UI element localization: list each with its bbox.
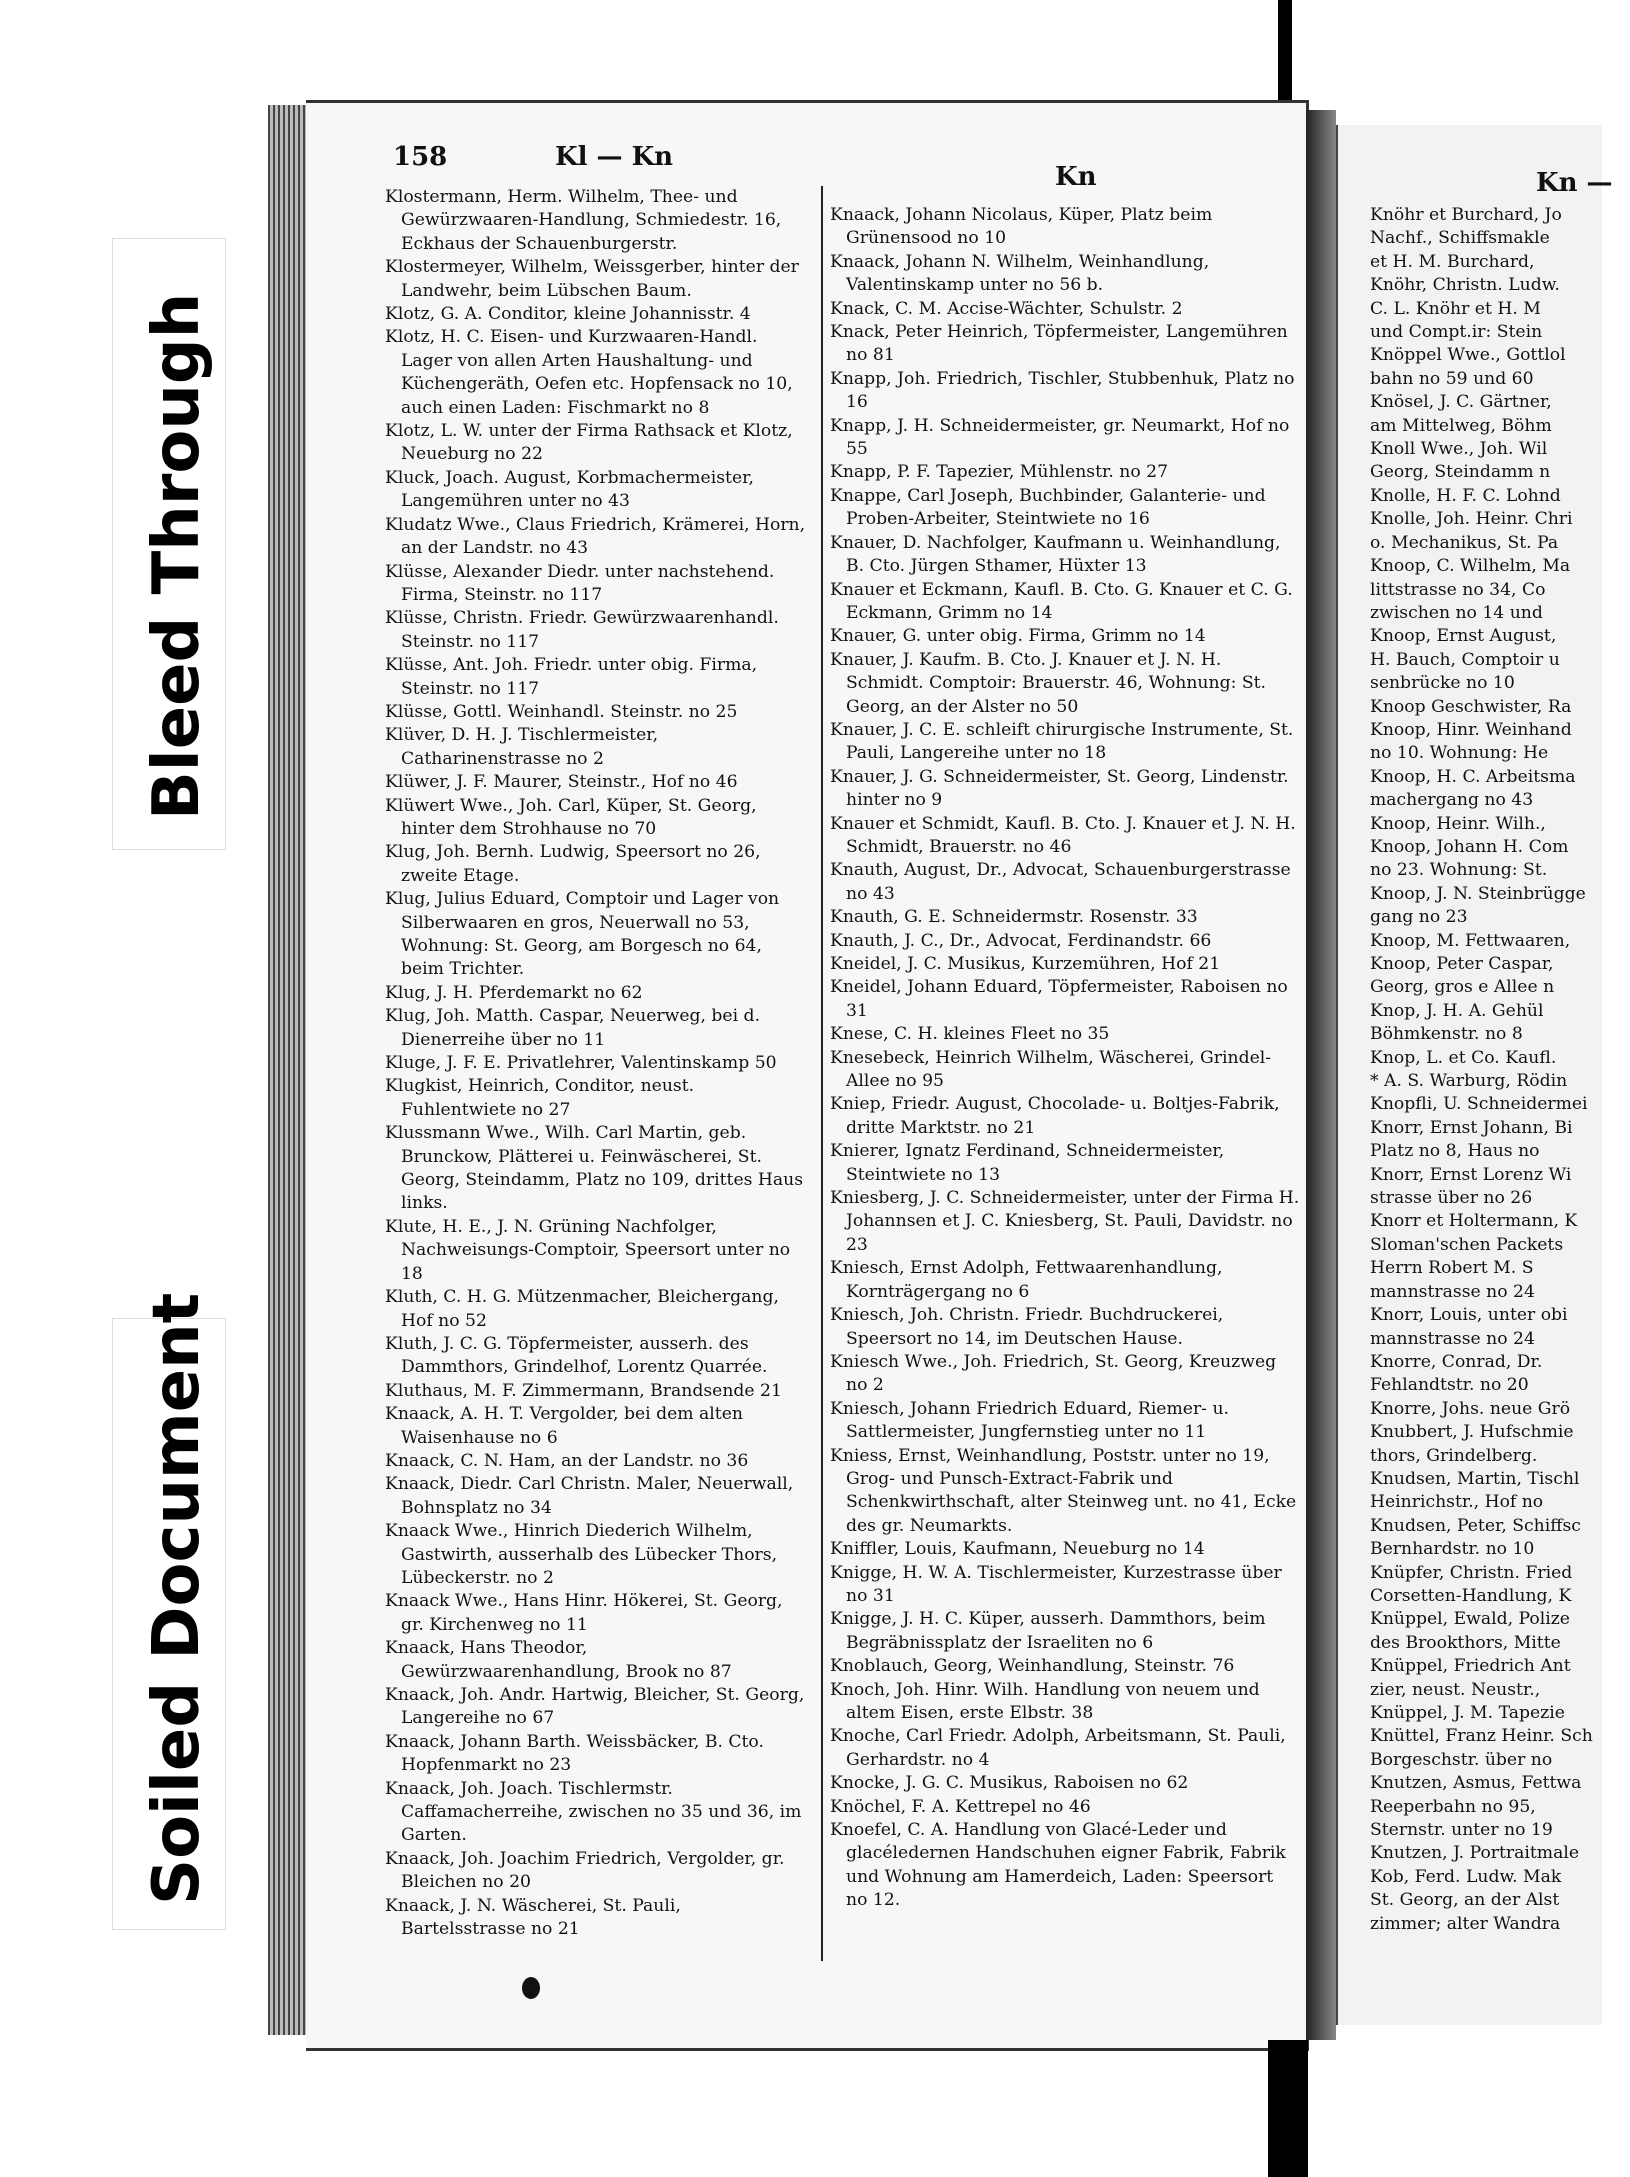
directory-entry: C. L. Knöhr et H. M [1370,298,1541,319]
directory-entry: Kludatz Wwe., Claus Friedrich, Krämerei, Horn, an der Landstr. no 43 [385,514,806,559]
directory-entry: Knigge, J. H. C. Küper, ausserh. Dammthors, beim Begräbnissplatz der Israeliten no 6 [830,1609,1266,1653]
directory-entry: Böhmkenstr. no 8 [1370,1024,1523,1045]
directory-entry: Knoche, Carl Friedr. Adolph, Arbeitsmann, St. Pauli, Gerhardstr. no 4 [830,1726,1286,1770]
directory-entry: mannstrasse no 24 [1370,1281,1535,1302]
directory-entry: Kniess, Ernst, Weinhandlung, Poststr. unter no 19, Grog- und Punsch-Extract-Fabrik und Schenkwirthschaft, alter Steinweg unt. no 41, Ecke des gr. Neumarkts. [830,1445,1297,1536]
directory-entry: Knöppel Wwe., Gottlol [1370,345,1566,366]
directory-entry: Knoop, M. Fettwaaren, [1370,930,1571,951]
directory-entry: Klute, H. E., J. N. Grüning Nachfolger, Nachweisungs-Comptoir, Speersort unter no 18 [385,1216,791,1284]
directory-entry: Knauer, J. C. E. schleift chirurgische Instrumente, St. Pauli, Langereihe unter no 18 [830,719,1294,764]
page-number: 158 [393,142,448,172]
directory-entry: Knigge, H. W. A. Tischlermeister, Kurzestrasse über no 31 [830,1562,1282,1606]
directory-entry: Kluck, Joach. August, Korbmachermeister, Langemühren unter no 43 [385,467,754,512]
directory-entry: strasse über no 26 [1370,1188,1533,1209]
directory-entry: Knoop, Johann H. Com [1370,836,1569,857]
directory-entry: littstrasse no 34, Co [1370,579,1546,600]
directory-entry: Klüsse, Gottl. Weinhandl. Steinstr. no 25 [385,701,738,722]
directory-entry: Knoop, Hinr. Weinhand [1370,719,1572,740]
directory-entry: Herrn Robert M. S [1370,1258,1534,1279]
directory-entry: bahn no 59 und 60 [1370,368,1534,389]
directory-entry: Klug, Joh. Matth. Caspar, Neuerweg, bei d. Dienerreihe über no 11 [385,1006,761,1050]
directory-entry: Klotz, G. A. Conditor, kleine Johannisstr. 4 [385,304,751,325]
directory-entry: Knöchel, F. A. Kettrepel no 46 [830,1796,1091,1817]
directory-entry: Knorr et Holtermann, K [1370,1211,1578,1232]
directory-entry: Knop, L. et Co. Kaufl. [1370,1047,1557,1068]
directory-entry: gang no 23 [1370,907,1468,928]
directory-entry: Georg, gros e Allee n [1370,977,1555,998]
directory-entry: senbrücke no 10 [1370,673,1515,694]
directory-entry: Georg, Steindamm n [1370,462,1551,483]
directory-entry: o. Mechanikus, St. Pa [1370,532,1559,553]
directory-entry: zier, neust. Neustr., [1370,1679,1541,1700]
right-column [1370,204,1630,1936]
directory-entry: Klüsse, Christn. Friedr. Gewürzwaarenhandl. Steinstr. no 117 [385,608,779,652]
directory-entry: Platz no 8, Haus no [1370,1141,1540,1162]
directory-entry: Kniep, Friedr. August, Chocolade- u. Boltjes-Fabrik, dritte Marktstr. no 21 [830,1094,1280,1138]
directory-entry: Knolle, H. F. C. Lohnd [1370,485,1561,506]
directory-entry: Klüsse, Alexander Diedr. unter nachstehend. Firma, Steinstr. no 117 [385,561,775,605]
directory-entry: Kniesch, Ernst Adolph, Fettwaarenhandlung, Kornträgergang no 6 [830,1258,1223,1302]
directory-entry: Kob, Ferd. Ludw. Mak [1370,1866,1562,1887]
soiled-document-label: Soiled Document [140,1292,214,1905]
directory-entry: Knudsen, Peter, Schiffsc [1370,1515,1581,1536]
directory-entry: Knubbert, J. Hufschmie [1370,1422,1574,1443]
directory-entry: und Compt.ir: Stein [1370,322,1543,343]
directory-entry: Knauer, G. unter obig. Firma, Grimm no 14 [830,626,1206,647]
directory-entry: Knaack, Joh. Andr. Hartwig, Bleicher, St. Georg, Langereihe no 67 [385,1685,805,1729]
directory-entry: Knoop, Ernst August, [1370,626,1557,647]
directory-entry: Kneidel, Johann Eduard, Töpfermeister, Raboisen no 31 [830,977,1288,1021]
directory-entry: St. Georg, an der Alst [1370,1890,1560,1911]
bleed-through-label: Bleed Through [140,292,214,820]
directory-entry: des Brookthors, Mitte [1370,1632,1561,1653]
directory-entry: Knutzen, J. Portraitmale [1370,1843,1580,1864]
directory-entry: Klussmann Wwe., Wilh. Carl Martin, geb. Brunckow, Plätterei u. Feinwäscherei, St. Georg, Steindamm, Platz no 109, drittes Haus links. [385,1123,804,1214]
directory-entry: Nachf., Schiffsmakle [1370,228,1550,249]
directory-entry: Knaack, A. H. T. Vergolder, bei dem alten Waisenhause no 6 [385,1404,743,1448]
directory-entry: Klüsse, Ant. Joh. Friedr. unter obig. Firma, Steinstr. no 117 [385,655,758,699]
directory-entry: Kniesch, Johann Friedrich Eduard, Riemer- u. Sattlermeister, Jungfernstieg unter no 11 [830,1398,1229,1443]
directory-entry: Sloman'schen Packets [1370,1234,1564,1255]
book-gutter [1306,110,1336,2040]
directory-entry: Kneidel, J. C. Musikus, Kurzemühren, Hof 21 [830,954,1221,974]
directory-entry: Klug, Joh. Bernh. Ludwig, Speersort no 26, zweite Etage. [385,842,761,886]
ink-blot [522,1977,540,1999]
mid-running-head: Kn [1055,162,1097,192]
scan-edge-bottom [1268,2040,1308,2177]
directory-entry: Knaack Wwe., Hinrich Diederich Wilhelm, Gastwirth, ausserhalb des Lübecker Thors, Lübeckerstr. no 2 [385,1521,778,1588]
directory-entry: Reeperbahn no 95, [1370,1796,1536,1817]
directory-entry: Knorr, Ernst Lorenz Wi [1370,1164,1572,1185]
directory-entry: Knack, C. M. Accise-Wächter, Schulstr. 2 [830,298,1183,319]
directory-entry: Knierer, Ignatz Ferdinand, Schneidermeister, Steintwiete no 13 [830,1141,1225,1185]
directory-entry: Knauer et Schmidt, Kaufl. B. Cto. J. Knauer et J. N. H. Schmidt, Brauerstr. no 46 [830,813,1296,857]
directory-entry: Knaack, Diedr. Carl Christn. Maler, Neuerwall, Bohnsplatz no 34 [385,1474,794,1518]
directory-entry: Klostermann, Herm. Wilhelm, Thee- und Gewürzwaaren-Handlung, Schmiedestr. 16, Eckhaus der Schauenburgerstr. [385,187,782,254]
directory-entry: Heinrichstr., Hof no [1370,1492,1544,1513]
directory-entry: Klostermeyer, Wilhelm, Weissgerber, hinter der Landwehr, beim Lübschen Baum. [385,257,799,301]
directory-entry: Knapp, Joh. Friedrich, Tischler, Stubbenhuk, Platz no 16 [830,368,1295,413]
directory-entry: Knaack, Hans Theodor, Gewürzwaarenhandlung, Brook no 87 [385,1638,732,1682]
directory-entry: Klüwer, J. F. Maurer, Steinstr., Hof no 46 [385,772,738,793]
directory-entry: no 23. Wohnung: St. [1370,860,1548,881]
directory-entry: Knüppel, Ewald, Polize [1370,1609,1570,1630]
directory-entry: Klüver, D. H. J. Tischlermeister, Catharinenstrasse no 2 [385,725,659,769]
directory-entry: Knaack Wwe., Hans Hinr. Hökerei, St. Georg, gr. Kirchenweg no 11 [385,1591,783,1635]
directory-entry: Knoop, Heinr. Wilh., [1370,813,1546,834]
directory-entry: Klüwert Wwe., Joh. Carl, Küper, St. Georg, hinter dem Strohhause no 70 [385,795,757,839]
middle-column [830,204,1300,1913]
directory-entry: H. Bauch, Comptoir u [1370,649,1560,670]
directory-entry: Borgeschstr. über no [1370,1749,1553,1770]
directory-entry: Kniesberg, J. C. Schneidermeister, unter der Firma H. Johannsen et J. C. Kniesberg, St. Pauli, Davidstr. no 23 [830,1188,1300,1255]
directory-entry: Klotz, L. W. unter der Firma Rathsack et Klotz, Neueburg no 22 [385,421,793,465]
directory-entry: Knoll Wwe., Joh. Wil [1370,439,1548,460]
directory-entry: Sternstr. unter no 19 [1370,1820,1553,1841]
directory-entry: Knaack, Johann Nicolaus, Küper, Platz beim Grünensood no 10 [830,205,1213,249]
directory-entry: Kluth, C. H. G. Mützenmacher, Bleichergang, Hof no 52 [385,1287,779,1331]
directory-entry: Kniesch Wwe., Joh. Friedrich, St. Georg, Kreuzweg no 2 [830,1351,1277,1396]
directory-entry: Kniesch, Joh. Christn. Friedr. Buchdruckerei, Speersort no 14, im Deutschen Hause. [830,1305,1224,1349]
scan-edge-top [1278,0,1292,110]
directory-entry: Knoefel, C. A. Handlung von Glacé-Leder und glacéledernen Handschuhen eigner Fabrik, Fabrik und Wohnung am Hamerdeich, Laden: Speersort no 12. [830,1820,1286,1911]
directory-entry: Knüppel, Friedrich Ant [1370,1656,1571,1677]
directory-entry: Knack, Peter Heinrich, Töpfermeister, Langemühren no 81 [830,322,1288,366]
directory-entry: Knoop, H. C. Arbeitsma [1370,766,1576,787]
directory-entry: Knauth, August, Dr., Advocat, Schauenburgerstrasse no 43 [830,860,1291,904]
directory-entry: Knoop, Peter Caspar, [1370,954,1554,974]
directory-entry: Knocke, J. G. C. Musikus, Raboisen no 62 [830,1773,1189,1794]
left-running-head: Kl — Kn [555,142,674,172]
right-running-head: Kn — [1536,168,1613,198]
directory-entry: Knaack, Joh. Joachim Friedrich, Vergolder, gr. Bleichen no 20 [385,1848,785,1893]
directory-entry: Kluthaus, M. F. Zimmermann, Brandsende 21 [385,1380,782,1401]
directory-entry: Knaack, C. N. Ham, an der Landstr. no 36 [385,1450,749,1471]
directory-entry: Knauer, D. Nachfolger, Kaufmann u. Weinhandlung, B. Cto. Jürgen Sthamer, Hüxter 13 [830,532,1281,577]
directory-entry: Knoop Geschwister, Ra [1370,696,1572,717]
directory-entry: Knauth, J. C., Dr., Advocat, Ferdinandstr. 66 [830,930,1212,951]
directory-entry: thors, Grindelberg. [1370,1445,1538,1466]
directory-entry: Knoblauch, Georg, Weinhandlung, Steinstr. 76 [830,1656,1235,1677]
directory-entry: Fehlandtstr. no 20 [1370,1375,1529,1396]
directory-entry: Knüttel, Franz Heinr. Sch [1370,1726,1593,1747]
directory-entry: Knauth, G. E. Schneidermstr. Rosenstr. 33 [830,907,1198,928]
directory-entry: Klugkist, Heinrich, Conditor, neust. Fuhlentwiete no 27 [385,1076,695,1120]
directory-entry: Knöhr, Christn. Ludw. [1370,275,1560,296]
directory-entry: Knaack, Johann Barth. Weissbäcker, B. Cto. Hopfenmarkt no 23 [385,1731,764,1776]
directory-entry: Knauer, J. G. Schneidermeister, St. Georg, Lindenstr. hinter no 9 [830,766,1289,811]
directory-entry: Knorr, Ernst Johann, Bi [1370,1117,1573,1138]
directory-entry: Knüpfer, Christn. Fried [1370,1562,1573,1583]
directory-entry: Bernhardstr. no 10 [1370,1539,1535,1560]
directory-entry: Knaack, J. N. Wäscherei, St. Pauli, Bartelsstrasse no 21 [385,1895,681,1940]
directory-entry: Knaack, Johann N. Wilhelm, Weinhandlung, Valentinskamp unter no 56 b. [830,251,1210,296]
directory-entry: Klug, Julius Eduard, Comptoir und Lager von Silberwaaren en gros, Neuerwall no 53, Wohnung: St. Georg, am Borgesch no 64, beim Trichter. [385,889,780,980]
directory-entry: Knorre, Johs. neue Grö [1370,1398,1571,1419]
directory-entry: Knösel, J. C. Gärtner, [1370,392,1552,413]
directory-entry: Knudsen, Martin, Tischl [1370,1468,1580,1489]
directory-entry: Kniffler, Louis, Kaufmann, Neueburg no 14 [830,1539,1205,1560]
directory-entry: Kluth, J. C. G. Töpfermeister, ausserh. des Dammthors, Grindelhof, Lorentz Quarrée. [385,1333,768,1378]
directory-entry: zimmer; alter Wandra [1370,1913,1561,1934]
directory-entry: Knaack, Joh. Joach. Tischlermstr. Caffamacherreihe, zwischen no 35 und 36, im Garten. [385,1778,802,1846]
directory-entry: machergang no 43 [1370,790,1534,811]
directory-entry: Knoop, J. N. Steinbrügge [1370,883,1586,904]
directory-entry: Knesebeck, Heinrich Wilhelm, Wäscherei, Grindel-Allee no 95 [830,1047,1272,1092]
directory-entry: no 10. Wohnung: He [1370,743,1549,764]
directory-entry: Knoop, C. Wilhelm, Ma [1370,556,1571,577]
directory-entry: Klug, J. H. Pferdemarkt no 62 [385,982,643,1003]
directory-entry: Knauer et Eckmann, Kaufl. B. Cto. G. Knauer et C. G. Eckmann, Grimm no 14 [830,579,1293,623]
directory-entry: zwischen no 14 und [1370,602,1543,623]
directory-entry: Knöhr et Burchard, Jo [1370,205,1562,225]
directory-entry: * A. S. Warburg, Rödin [1370,1071,1568,1092]
column-rule [821,186,823,1961]
book-page-edges [268,105,306,2035]
left-column [385,186,810,1941]
directory-entry: am Mittelweg, Böhm [1370,415,1552,436]
directory-entry: Knop, J. H. A. Gehül [1370,1000,1544,1021]
directory-entry: Knauer, J. Kaufm. B. Cto. J. Knauer et J. N. H. Schmidt. Comptoir: Brauerstr. 46, Wohnung: St. Georg, an der Alster no 50 [830,649,1266,717]
directory-entry: Knorr, Louis, unter obi [1370,1305,1568,1326]
directory-entry: Knoch, Joh. Hinr. Wilh. Handlung von neuem und altem Eisen, erste Elbstr. 38 [830,1679,1260,1723]
directory-entry: Knese, C. H. kleines Fleet no 35 [830,1024,1110,1045]
directory-entry: et H. M. Burchard, [1370,251,1535,272]
directory-entry: Klotz, H. C. Eisen- und Kurzwaaren-Handl. Lager von allen Arten Haushaltung- und Küchengeräth, Oefen etc. Hopfensack no 10, auch einen Laden: Fischmarkt no 8 [385,327,793,418]
directory-entry: Knüppel, J. M. Tapezie [1370,1703,1565,1723]
directory-entry: Corsetten-Handlung, K [1370,1585,1572,1606]
directory-entry: Knapp, J. H. Schneidermeister, gr. Neumarkt, Hof no 55 [830,415,1290,460]
directory-entry: Knutzen, Asmus, Fettwa [1370,1773,1582,1794]
directory-entry: Kluge, J. F. E. Privatlehrer, Valentinskamp 50 [385,1053,777,1074]
directory-entry: mannstrasse no 24 [1370,1328,1535,1349]
directory-entry: Knorre, Conrad, Dr. [1370,1351,1543,1372]
directory-entry: Knolle, Joh. Heinr. Chri [1370,509,1573,530]
directory-entry: Knapp, P. F. Tapezier, Mühlenstr. no 27 [830,462,1169,483]
directory-entry: Knappe, Carl Joseph, Buchbinder, Galanterie- und Proben-Arbeiter, Steintwiete no 16 [830,485,1266,530]
directory-entry: Knopfli, U. Schneidermei [1370,1094,1588,1115]
